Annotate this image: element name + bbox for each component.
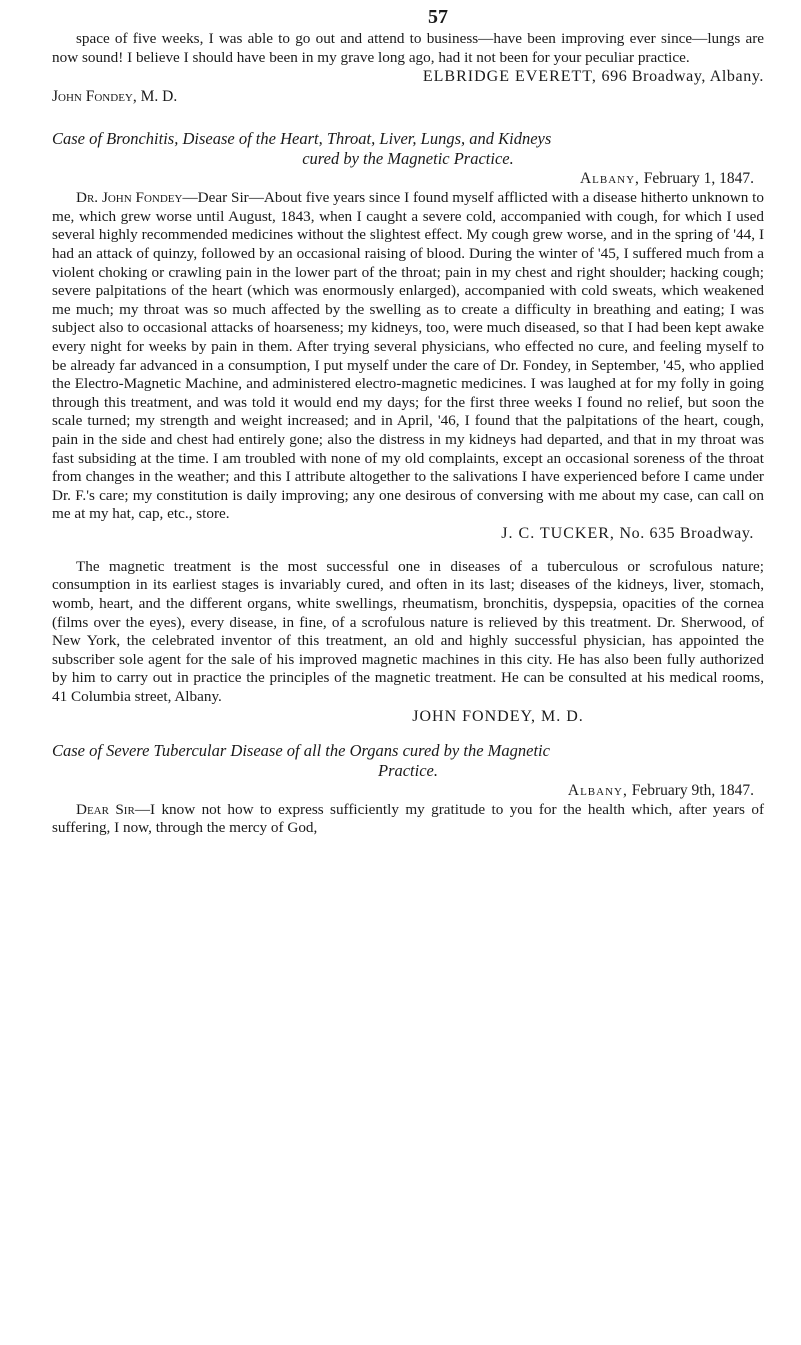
case2-title — [52, 741, 764, 781]
signature-tucker-address: No. 635 Broadway. — [619, 524, 754, 542]
case1-date-place: Albany, — [579, 170, 640, 188]
case1-salutation: Dr. John Fondey — [76, 189, 183, 207]
case1-body-text: —Dear Sir—About five years since I found myself afflicted with a disease hitherto unknown to me, which grew worse until August, 1843, when I caught a severe cold, accompanied with cough, for which I used several highly recommended medicines without the slightest effect. My cough grew worse, and in the spring of '44, I had an attack of quinzy, followed by an occasional raising of blood. During the winter of '45, I suffered much from a violent choking or crawling pain in the lower part of the throat; pain in my chest and right shoulder; hacking cough; severe palpitations of the heart (which was enormously enlarged), accompanied with cold sweats, which weakened me much; my throat was so much affected by the swelling as to create a difficulty in breathing and eating; I was subject also to occasional attacks of hoarseness; my kidneys, too, were much diseased, so that I had been kept awake every night for weeks by pain in them. After trying several physicians, who effected no cure, and feeling myself to be already far advanced in a consumption, I put myself under the care of Dr. Fondey, in September, '45, who applied the Electro-Magnetic Machine, and administered electro-magnetic medicines. I was laughed at for my folly in going through this treatment, and was told it would end my days; for the first three weeks I found no relief, but soon the scale turned; my strength and weight increased; and in April, '46, I found that the palpitations of the heart, cough, pain in the side and chest had entirely gone; also the distress in my kidneys had departed, and that in my throat was fast subsiding at the time. I am troubled with none of my old complaints, except an occasional soreness of the throat from changes in the weather; and this I attribute altogether to the salivations I have experienced before I came under Dr. F.'s care; my constitution is daily improving; any one desirous of conversing with me about my case, can call on me at my hat, cap, etc., store. — [52, 189, 764, 523]
signature-fondey-name: JOHN FONDEY, M. D. — [412, 707, 584, 725]
letter-closing-paragraph: space of five weeks, I was able to go out and attend to business—have been improving ever since—lungs are now sound! I believe I should have been in my grave long ago, had it not been for your peculiar practice. — [52, 30, 764, 66]
case1-date: February 1, 1847. — [643, 170, 754, 188]
case2-date-place: Albany, — [567, 781, 628, 799]
signature-everett-address: 696 Broadway, Albany. — [601, 68, 764, 86]
case2-letter-body — [52, 801, 764, 838]
signature-tucker-name: J. C. TUCKER, — [501, 524, 615, 542]
page-number: 57 — [428, 6, 448, 28]
document-page — [52, 0, 764, 838]
case2-title-line1: Case of Severe Tubercular Disease of all the Organs cured by the Magnetic — [52, 740, 550, 760]
case1-dateline — [52, 169, 764, 189]
case2-body-text: —I know not how to express sufficiently my gratitude to you for the health which, after years of suffering, I now, through the mercy of God, — [52, 800, 764, 837]
signature-tucker — [52, 524, 764, 544]
case1-title-line1: Case of Bronchitis, Disease of the Heart, Throat, Liver, Lungs, and Kidneys — [52, 129, 552, 149]
case1-title — [52, 129, 764, 169]
case1-title-line2: cured by the Magnetic Practice. — [302, 149, 514, 169]
case2-dateline — [52, 781, 764, 801]
signature-everett-name: ELBRIDGE EVERETT, — [422, 68, 597, 86]
addressee-fondey: John Fondey, M. D. — [52, 88, 178, 106]
case2-title-line2: Practice. — [377, 760, 438, 780]
signature-everett — [52, 67, 764, 87]
case2-date: February 9th, 1847. — [631, 781, 754, 799]
signature-fondey — [52, 707, 764, 727]
case2-salutation: Dear Sir — [76, 800, 135, 818]
case1-letter-body — [52, 189, 764, 524]
treatment-paragraph: The magnetic treatment is the most successful one in diseases of a tuberculous or scrofulous nature; consumption in its earliest stages is invariably cured, and often in its last; diseases of the kidneys, liver, stomach, womb, heart, and the different organs, white swellings, rheumatism, bronchitis, dyspepsia, opacities of the cornea (films over the eyes), every disease, in fine, of a scrofulous nature is relieved by this treatment. Dr. Sherwood, of New York, the celebrated inventor of this treatment, an old and highly successful physician, has appointed the subscriber sole agent for the sale of his improved magnetic machines in this city. He has also been fully authorized by him to carry out in practice the principles of the magnetic treatment. He can be consulted at his medical rooms, 41 Columbia street, Albany. — [52, 557, 764, 706]
